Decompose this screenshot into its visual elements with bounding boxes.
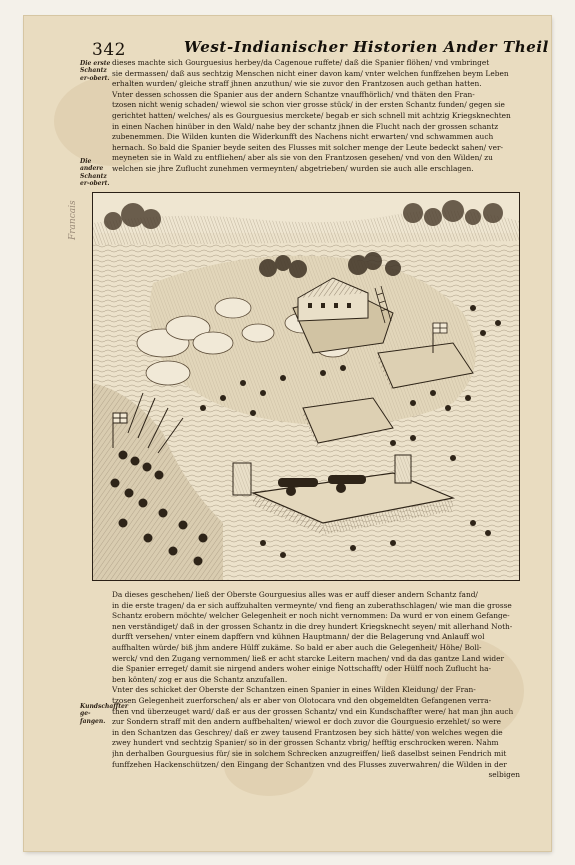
- margin-note: Die andere Schantz er-obert.: [80, 158, 110, 188]
- text-line: Vnter des schicket der Oberste der Schantzen einen Spanier in eines Wilden Kleidung/ der Fran-: [112, 685, 476, 695]
- text-line: erhalten wurden/ gleiche straff jhnen anzuthun/ wie sie zuvor den Frantzosen auch gethan hatten.: [112, 79, 482, 89]
- text-line: zur Sondern straff mit den andern auffbehalten/ wiewol er doch zuvor die Gourguesio erzehlet/ so were: [112, 717, 502, 727]
- text-line: Schantz erobern möchte/ welcher Gelegenheit er noch nicht vernommen: Da wurd er von einem Gefange-: [112, 611, 510, 621]
- text-line: durfft versehen/ vnter einem dapffern vnd kühnen Hauptmann/ der die Belagerung vnd Anlauff wol: [112, 632, 485, 642]
- margin-note: Die erste Schantz er-obert.: [80, 60, 111, 82]
- text-line: in die erste tragen/ da er sich auffzuhalten vermeynte/ vnd fieng an zuberathschlagen/ wie man die grosse: [112, 600, 512, 610]
- text-line: tzosen nicht wenig schaden/ wiewol sie schon vier grosse stück/ in der ersten Schantz funden/ gegen sie: [112, 100, 505, 110]
- page-number: 342: [92, 40, 126, 60]
- running-head: West-Indianischer Historien Ander Theil: [184, 38, 549, 56]
- text-line: auffhalten würde/ biß jhm andere Hülff zukäme. So bald er aber auch die Gelegenheit/ Höhe/ Boll-: [112, 642, 482, 652]
- text-line: funffzehen Hackenschützen/ den Eingang der Schantzen vnd des Flusses zuverwahren/ die Wilden in der: [112, 759, 507, 769]
- text-line: gerichtet hatten/ welches/ als es Gourguesius merckete/ begab er sich schnell mit achtzig Kriegsknechten: [112, 110, 511, 120]
- text-line: Da dieses geschehen/ ließ der Oberste Gourguesius alles was er auff dieser andern Schantz fand/: [112, 590, 478, 599]
- text-line: welchen sie jhre Zuflucht zunehmen vermeynten/ abgetrieben/ wurden sie auch alle erschlagen.: [112, 163, 474, 173]
- text-line: werck/ vnd den Zugang vernommen/ ließ er acht starcke Leitern machen/ vnd da das gantze Land wider: [112, 653, 505, 663]
- text-line: in den Schantzen das Geschrey/ daß er zwey tausend Frantzosen bey sich hätte/ von welches wegen die: [112, 727, 503, 737]
- text-line: nen verständiget/ daß in der grossen Schantz in die drey hundert Kriegsknecht seyen/ mit allerhand Noth-: [112, 621, 513, 631]
- top-text-block: [112, 58, 520, 175]
- battle-scene-engraving: [93, 193, 519, 580]
- text-line: zubenemmen. Die Wilden kunten die Widerkunfft des Nachens nicht erwarten/ vnd schwammen auch: [112, 132, 494, 142]
- text-line: meyneten sie in Wald zu entfliehen/ aber als sie von den Frantzosen gesehen/ vnd von den Wilden/ zu: [112, 153, 493, 163]
- text-line: dieses machte sich Gourguesius herbey/da Cagenoue ruffete/ daß die Spanier flöhen/ vnd vmbringet: [112, 58, 490, 67]
- text-line: hernach. So bald die Spanier beyde seiten des Flusses mit solcher menge der Leute bedeckt sahen/ ver-: [112, 142, 504, 152]
- text-line: sie dermassen/ daß aus sechtzig Menschen nicht einer davon kam/ vnter welchen funffzehen beym Leben: [112, 68, 509, 78]
- text-line: zwey hundert vnd sechtzig Spanier/ so in der grossen Schantz vbrig/ hefftig erschrocken weren. Nahm: [112, 738, 499, 748]
- text-line: in einen Nachen hinüber in den Wald/ nahe bey der schantz jhnen die Flucht nach der grossen schantz: [112, 121, 499, 131]
- pencil-annotation: Francais: [68, 200, 78, 240]
- bottom-text-block: [112, 590, 520, 781]
- text-line: die Spanier erreget/ damit sie nirgend anders woher einige Nottschafft/ oder Hülff noch Zuflucht ha-: [112, 664, 492, 674]
- text-line: tzosen Gelegenheit zuerforschen/ als er aber von Olotocara vnd den obgemeldten Gefangenen verra-: [112, 695, 492, 705]
- text-line: ben könten/ zog er aus die Schantz anzufallen.: [112, 674, 288, 684]
- margin-note: Kundschaffter ge-fangen.: [80, 703, 128, 725]
- text-line: Vnter dessen schossen die Spanier aus der andern Schantze vnauffhörlich/ vnd thäten den Fran-: [112, 89, 475, 99]
- engraving-plate: [92, 192, 520, 581]
- text-line: jhn derhalben Gourguesius für/ sie in solchem Schrecken anzugreiffen/ ließ daselbst seinen Fendrich mit: [112, 748, 507, 758]
- text-line: selbigen: [488, 770, 520, 780]
- text-line: then vnd überzeuget ward/ daß er aus der grossen Schantz/ vnd ein Kundschaffter were/ hat man jhn auch: [112, 706, 514, 716]
